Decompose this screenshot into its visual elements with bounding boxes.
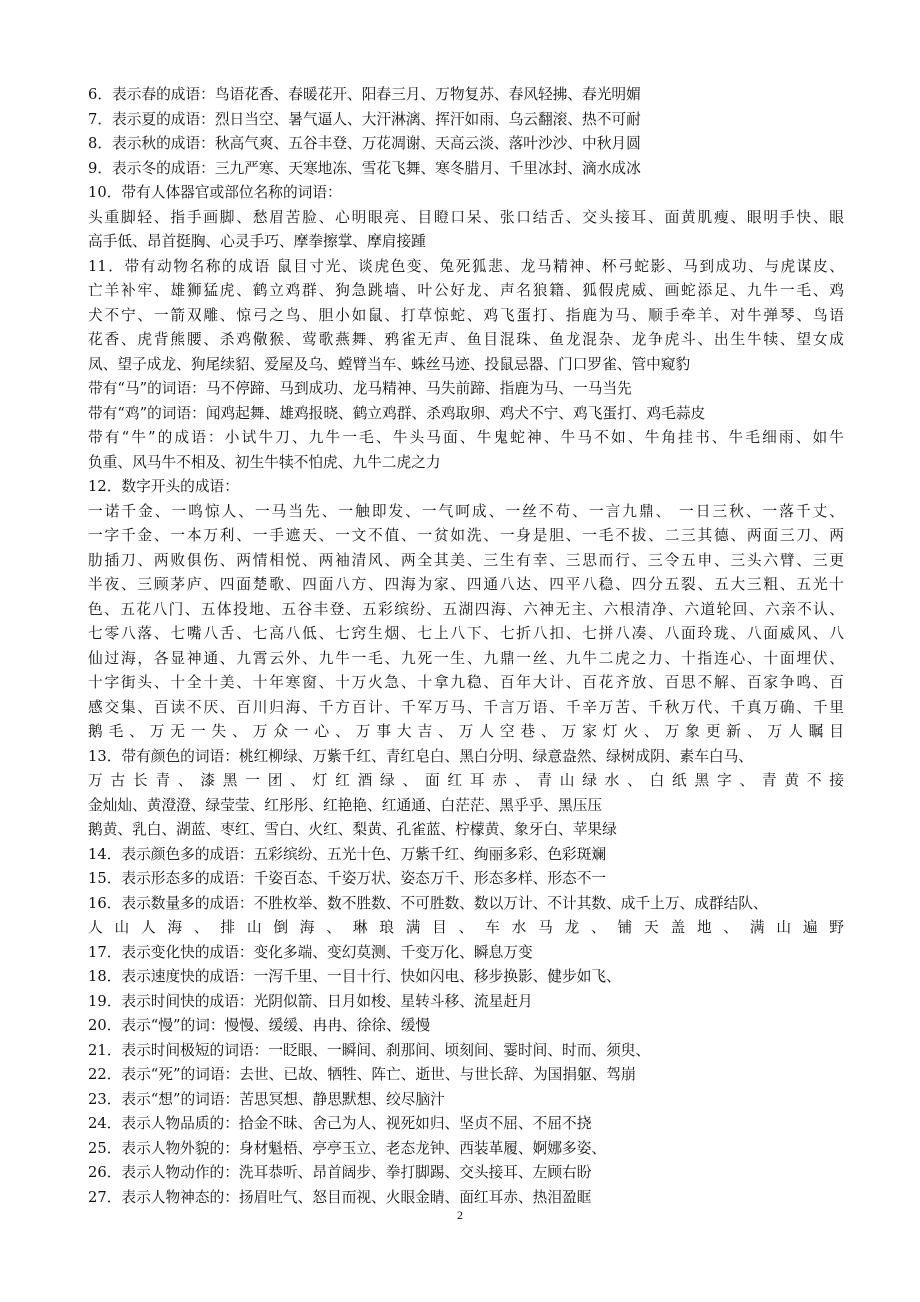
text-line: 负重、风马牛不相及、初生牛犊不怕虎、九牛二虎之力 — [88, 453, 441, 471]
text-line: 一字千金、一本万利、一手遮天、一文不值、一贫如洗、一身是胆、一毛不拔、二三其德、两面三刀、两 — [88, 527, 844, 544]
text-line: 鹅黄、乳白、湖蓝、枣红、雪白、火红、梨黄、孔雀蓝、柠檬黄、象牙白、苹果绿 — [88, 821, 617, 838]
text-line: 16．表示数量多的成语：不胜枚举、数不胜数、不可胜数、数以万计、不计其数、成千上万、成群结队、 — [88, 894, 768, 912]
text-line: 19．表示时间快的成语：光阴似箭、日月如梭、星转斗移、流星赶月 — [88, 992, 533, 1010]
text-line: 仙过海，各显神通、九霄云外、九牛一毛、九死一生、九鼎一丝、九牛二虎之力、十指连心、十面埋伏、 — [88, 649, 844, 667]
text-line: 11．带有动物名称的成语 鼠目寸光、谈虎色变、兔死狐悲、龙马精神、杯弓蛇影、马到成功、与虎谋皮、 — [88, 257, 844, 275]
text-line: 高手低、昂首挺胸、心灵手巧、摩拳擦掌、摩肩接踵 — [88, 233, 426, 250]
text-line: 带有“鸡”的词语：闻鸡起舞、雄鸡报晓、鹤立鸡群、杀鸡取卵、鸡犬不宁、鸡飞蛋打、鸡毛蒜皮 — [88, 404, 706, 422]
text-line: 色、五花八门、五体投地、五谷丰登、五彩缤纷、五湖四海、六神无主、六根清净、六道轮回、六亲不认、 — [88, 600, 844, 618]
page-number: 2 — [457, 1208, 463, 1222]
text-line: 18．表示速度快的成语：一泻千里、一目十行、快如闪电、移步换影、健步如飞、 — [88, 968, 621, 985]
text-line: 带有“马”的词语：马不停蹄、马到成功、龙马精神、马失前蹄、指鹿为马、一马当先 — [88, 380, 632, 397]
text-line: 亡羊补牢、雄狮猛虎、鹤立鸡群、狗急跳墙、叶公好龙、声名狼籍、狐假虎威、画蛇添足、九牛一毛、鸡 — [88, 282, 844, 299]
text-line: 23．表示“想”的词语：苦思冥想、静思默想、绞尽脑汁 — [88, 1090, 445, 1108]
text-line: 金灿灿、黄澄澄、绿莹莹、红彤彤、红艳艳、红通通、白茫茫、黑乎乎、黑压压 — [88, 796, 603, 814]
text-line: 22．表示“死”的词语：去世、已故、牺牲、阵亡、逝世、与世长辞、为国捐躯、驾崩 — [88, 1066, 636, 1083]
text-line: 鹅毛、万无一失、万众一心、万事大吉、万人空巷、万家灯火、万象更新、万人瞩目 — [88, 723, 844, 740]
text-line: 26．表示人物动作的：洗耳恭听、昂首阔步、拳打脚踢、交头接耳、左顾右盼 — [88, 1164, 592, 1181]
text-line: 27．表示人物神态的：扬眉吐气、怒目而视、火眼金睛、面红耳赤、热泪盈眶 — [88, 1188, 592, 1206]
text-line: 21．表示时间极短的词语：一眨眼、一瞬间、刹那间、顷刻间、霎时间、时而、须臾、 — [88, 1041, 651, 1059]
text-line: 万古长青、漆黑一团、灯红酒绿、面红耳赤、青山绿水、白纸黑字、青黄不接 — [88, 772, 844, 789]
text-line: 七零八落、七嘴八舌、七高八低、七窍生烟、七上八下、七折八扣、七拼八凑、八面玲珑、八面威风、八 — [88, 625, 844, 642]
text-line: 花香、虎背熊腰、杀鸡儆猴、莺歌燕舞、鸦雀无声、鱼目混珠、鱼龙混杂、龙争虎斗、出生牛犊、望女成 — [88, 331, 844, 348]
text-line: 20．表示“慢”的词：慢慢、缓缓、冉冉、徐徐、缓慢 — [88, 1017, 431, 1034]
document-body — [88, 83, 844, 1210]
text-line: 半夜、三顾茅庐、四面楚歌、四面八方、四海为家、四通八达、四平八稳、四分五裂、五大三粗、五光十 — [88, 576, 844, 593]
text-line: 一诺千金、一鸣惊人、一马当先、一触即发、一气呵成、一丝不苟、一言九鼎、 一日三秋、一落千丈、 — [88, 502, 844, 520]
text-line: 9．表示冬的成语：三九严寒、天寒地冻、雪花飞舞、寒冬腊月、千里冰封、滴水成冰 — [88, 159, 641, 177]
text-line: 6．表示春的成语：鸟语花香、春暖花开、阳春三月、万物复苏、春风轻拂、春光明媚 — [88, 86, 641, 103]
text-line: 人山人海、排山倒海、琳琅满目、车水马龙、铺天盖地、满山遍野 — [88, 919, 844, 936]
text-line: 15．表示形态多的成语：千姿百态、千姿万状、姿态万千、形态多样、形态不一 — [88, 870, 607, 887]
text-line: 带有“牛”的成语：小试牛刀、九牛一毛、牛头马面、牛鬼蛇神、牛马不如、牛角挂书、牛毛细雨、如牛 — [88, 429, 844, 446]
text-line: 14．表示颜色多的成语：五彩缤纷、五光十色、万紫千红、绚丽多彩、色彩斑斓 — [88, 845, 607, 863]
text-line: 17．表示变化快的成语：变化多端、变幻莫测、千变万化、瞬息万变 — [88, 943, 533, 961]
text-line: 犬不宁、一箭双雕、惊弓之鸟、胆小如鼠、打草惊蛇、鸡飞蛋打、指鹿为马、顺手牵羊、对牛弹琴、鸟语 — [88, 306, 844, 324]
text-line: 10．带有人体器官或部位名称的词语： — [88, 184, 342, 201]
text-line: 凤、望子成龙、狗尾续貂、爱屋及乌、螳臂当车、蛛丝马迹、投鼠忌器、门口罗雀、管中窥豹 — [88, 355, 691, 373]
text-line: 8．表示秋的成语：秋高气爽、五谷丰登、万花凋谢、天高云淡、落叶沙沙、中秋月圆 — [88, 135, 641, 152]
text-line: 25．表示人物外貌的：身材魁梧、亭亭玉立、老态龙钟、西装革履、婀娜多姿、 — [88, 1139, 607, 1157]
text-line: 感交集、百读不厌、百川归海、千方百计、千军万马、千言万语、千辛万苦、千秋万代、千真万确、千里 — [88, 698, 844, 716]
text-line: 头重脚轻、指手画脚、愁眉苦脸、心明眼亮、目瞪口呆、张口结舌、交头接耳、面黄肌瘦、眼明手快、眼 — [88, 208, 844, 226]
text-line: 肋插刀、两败俱伤、两情相悦、两袖清风、两全其美、三生有幸、三思而行、三令五申、三头六臂、三更 — [88, 551, 844, 569]
text-line: 12．数字开头的成语： — [88, 478, 239, 495]
text-line: 13．带有颜色的词语：桃红柳绿、万紫千红、青红皂白、黑白分明、绿意盎然、绿树成阴、素车白马、 — [88, 747, 753, 765]
text-line: 7．表示夏的成语：烈日当空、暑气逼人、大汗淋漓、挥汗如雨、乌云翻滚、热不可耐 — [88, 110, 641, 128]
text-line: 十字街头、十全十美、十年寒窗、十万火急、十拿九稳、百年大计、百花齐放、百思不解、百家争鸣、百 — [88, 674, 844, 691]
text-line: 24．表示人物品质的：拾金不昧、舍己为人、视死如归、坚贞不屈、不屈不挠 — [88, 1115, 592, 1132]
